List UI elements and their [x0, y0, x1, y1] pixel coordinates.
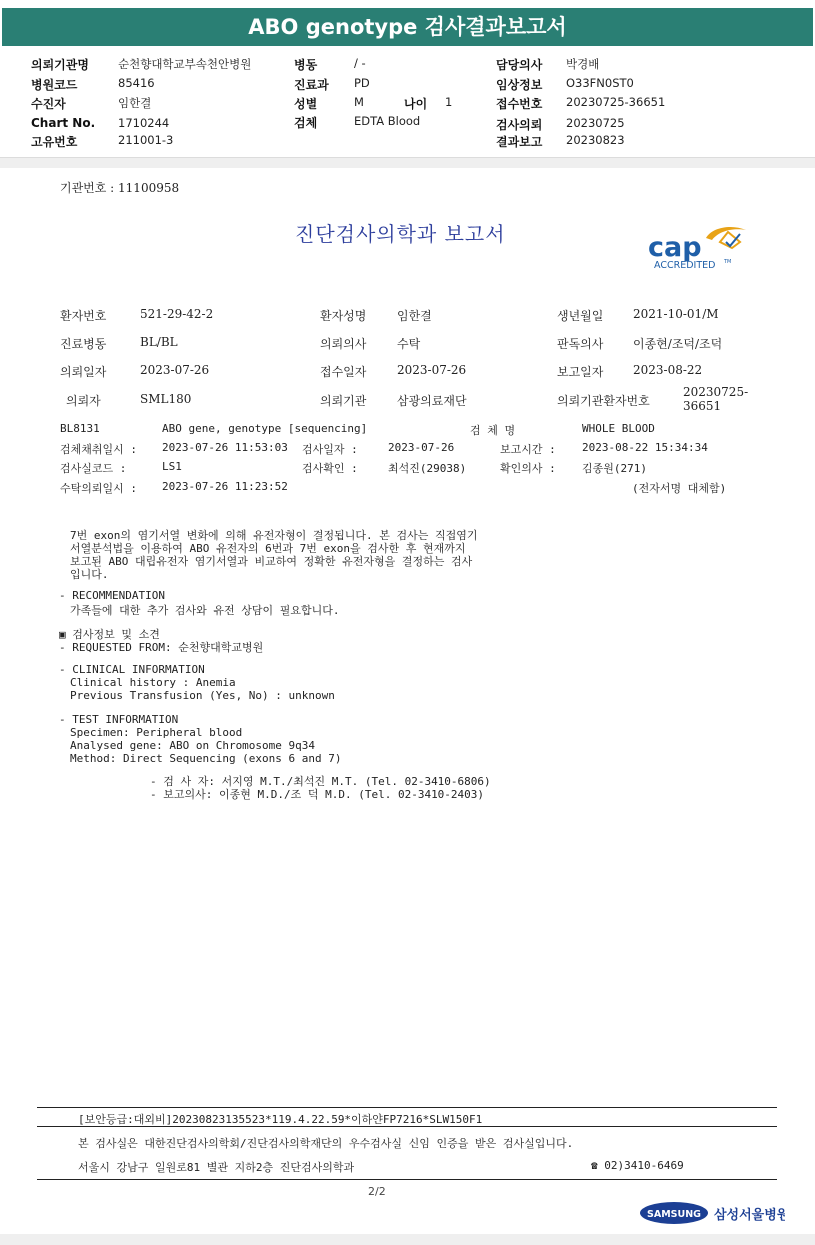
reading-doctor-label: 판독의사 — [557, 337, 604, 351]
samsung-logo-graphic — [640, 1200, 785, 1226]
patient-name-label: 환자성명 — [320, 309, 367, 323]
report-title: 진단검사의학과 보고서 — [295, 222, 506, 246]
specimen-value: EDTA Blood — [354, 114, 421, 128]
institution-patient-no-value-2: 36651 — [683, 399, 722, 413]
header-divider — [0, 157, 815, 168]
requesting-institution-value: 삼광의료재단 — [397, 394, 467, 408]
result-report-value: 20230823 — [566, 133, 625, 147]
cap-accredited-logo — [648, 224, 752, 272]
ward-label: 병동 — [294, 58, 318, 72]
unique-no-value: 211001-3 — [118, 133, 174, 147]
certification-text: 본 검사실은 대한진단검사의학회/진단검사의학재단의 우수검사실 신임 인증을 받은 검사실입니다. — [78, 1137, 574, 1150]
birthdate-value: 2021-10-01/M — [633, 307, 719, 321]
test-info-line-1: Specimen: Peripheral blood — [70, 726, 243, 739]
test-request-label: 검사의뢰 — [496, 118, 543, 132]
requester-value: SML180 — [140, 392, 192, 406]
verifying-doctor-value: 김종원(271) — [582, 462, 647, 475]
unique-no-label: 고유번호 — [31, 135, 78, 149]
specimen-name-value: WHOLE BLOOD — [582, 422, 655, 435]
result-line-3: 보고된 ABO 대립유전자 염기서열과 비교하여 정확한 유전자형을 결정하는 검사 — [70, 555, 473, 568]
ward-label: 진료병동 — [60, 337, 107, 351]
accession-no-value: 20230725-36651 — [566, 95, 666, 109]
requester-label: 의뢰자 — [66, 394, 101, 408]
test-code: BL8131 — [60, 422, 100, 435]
referring-institution-value: 순천향대학교부속천안병원 — [118, 57, 252, 71]
recommendation-text: 가족들에 대한 추가 검사와 유전 상담이 필요합니다. — [70, 604, 340, 617]
institution-number: 기관번호 : 11100958 — [60, 181, 180, 195]
attending-doctor-value: 박경배 — [566, 57, 600, 71]
sex-label: 성별 — [294, 97, 318, 111]
institution-patient-no-value-1: 20230725- — [683, 385, 749, 399]
test-info-title: - TEST INFORMATION — [59, 713, 179, 726]
reading-doctor-value: 이종현/조덕/조덕 — [633, 337, 723, 351]
cap-logo-graphic — [648, 224, 752, 272]
svg-text:ACCREDITED: ACCREDITED — [654, 260, 716, 271]
result-line-1: 7번 exon의 염기서열 변화에 의해 유전자형이 결정됩니다. 본 검사는 직접염기 — [70, 529, 478, 542]
report-banner — [0, 0, 815, 44]
hospital-code-value: 85416 — [118, 76, 155, 90]
staff-line-1: - 검 사 자: 서지영 M.T./최석진 M.T. (Tel. 02-3410-6806) — [150, 775, 491, 788]
report-date-value: 2023-08-22 — [633, 363, 703, 377]
lab-code-value: LS1 — [162, 460, 182, 473]
request-date-value: 2023-07-26 — [140, 363, 210, 377]
receipt-date-label: 접수일자 — [320, 365, 367, 379]
ward-value: BL/BL — [140, 335, 178, 349]
clinical-line-1: Clinical history : Anemia — [70, 676, 236, 689]
footer-top-rule — [37, 1107, 777, 1108]
department-label: 진료과 — [294, 78, 329, 92]
patient-value: 임한결 — [118, 96, 152, 110]
section-heading: ▣ 검사정보 및 소견 — [59, 628, 160, 641]
chart-no-value: 1710244 — [118, 116, 170, 130]
esign-note: (전자서명 대체함) — [632, 482, 727, 495]
result-line-2: 서열분석법을 이용하여 ABO 유전자의 6번과 7번 exon을 검사한 후 현재까지 — [70, 542, 466, 555]
test-date-label: 검사일자 : — [302, 443, 358, 456]
clinical-info-value: O33FN0ST0 — [566, 76, 634, 90]
clinical-info-label: 임상정보 — [496, 78, 543, 92]
collection-time-label: 검체채취일시 : — [60, 443, 138, 456]
chart-no-label: Chart No. — [31, 116, 96, 130]
svg-text:cap: cap — [648, 232, 702, 263]
result-report-label: 결과보고 — [496, 135, 543, 149]
recommendation-title: - RECOMMENDATION — [59, 589, 165, 602]
department-value: PD — [354, 76, 370, 90]
staff-line-2: - 보고의사: 이종현 M.D./조 덕 M.D. (Tel. 02-3410-2403) — [150, 788, 485, 801]
accession-no-label: 접수번호 — [496, 97, 543, 111]
report-time-value: 2023-08-22 15:34:34 — [582, 441, 708, 454]
footer-mid-rule — [37, 1126, 777, 1127]
verifying-doctor-label: 확인의사 : — [500, 462, 556, 475]
banner-title: ABO genotype 검사결과보고서 — [248, 15, 567, 39]
age-label: 나이 — [404, 97, 428, 111]
patient-no-label: 환자번호 — [60, 309, 107, 323]
test-name: ABO gene, genotype [sequencing] — [162, 422, 368, 435]
report-time-label: 보고시간 : — [500, 443, 556, 456]
institution-patient-no-label: 의뢰기관환자번호 — [557, 394, 650, 408]
specimen-label: 검체 — [294, 116, 318, 130]
age-value: 1 — [445, 95, 453, 109]
request-date-label: 의뢰일자 — [60, 365, 107, 379]
specimen-name-label: 검 체 명 — [470, 424, 516, 437]
requesting-doctor-label: 의뢰의사 — [320, 337, 367, 351]
address-text: 서울시 강남구 일원로81 별관 지하2층 진단검사의학과 — [78, 1161, 355, 1174]
footer-bottom-rule — [37, 1179, 777, 1180]
sex-value: M — [354, 95, 364, 109]
requesting-institution-label: 의뢰기관 — [320, 394, 367, 408]
test-request-value: 20230725 — [566, 116, 625, 130]
result-line-4: 입니다. — [70, 568, 109, 581]
patient-label: 수진자 — [31, 97, 66, 111]
report-date-label: 보고일자 — [557, 365, 604, 379]
requesting-doctor-value: 수탁 — [397, 337, 421, 351]
test-verifier-label: 검사확인 : — [302, 462, 358, 475]
collection-time-value: 2023-07-26 11:53:03 — [162, 441, 288, 454]
svg-text:삼성서울병원: 삼성서울병원 — [714, 1208, 785, 1223]
svg-text:SAMSUNG: SAMSUNG — [647, 1209, 701, 1220]
receipt-date-value: 2023-07-26 — [397, 363, 467, 377]
page-number: 2/2 — [368, 1185, 386, 1198]
patient-no-value: 521-29-42-2 — [140, 307, 214, 321]
test-info-line-3: Method: Direct Sequencing (exons 6 and 7) — [70, 752, 342, 765]
test-info-line-2: Analysed gene: ABO on Chromosome 9q34 — [70, 739, 316, 752]
patient-name-value: 임한결 — [397, 309, 432, 323]
test-date-value: 2023-07-26 — [388, 441, 455, 454]
attending-doctor-label: 담당의사 — [496, 58, 543, 72]
bottom-strip — [0, 1234, 815, 1245]
referring-institution-label: 의뢰기관명 — [31, 58, 89, 72]
requested-from: - REQUESTED FROM: 순천향대학교병원 — [59, 641, 264, 654]
security-line: [보안등급:대외비]20230823135523*119.4.22.59*이하얀FP7216*SLW150F1 — [78, 1113, 483, 1126]
clinical-line-2: Previous Transfusion (Yes, No) : unknown — [70, 689, 335, 702]
test-verifier-value: 최석진(29038) — [388, 462, 467, 475]
lab-code-label: 검사실코드 : — [60, 462, 127, 475]
consignment-time-label: 수탁의뢰일시 : — [60, 482, 138, 495]
phone-text: ☎ 02)3410-6469 — [591, 1159, 684, 1172]
birthdate-label: 생년월일 — [557, 309, 604, 323]
samsung-hospital-logo — [640, 1200, 785, 1226]
consignment-time-value: 2023-07-26 11:23:52 — [162, 480, 288, 493]
ward-value: / - — [354, 56, 366, 70]
svg-text:TM: TM — [724, 259, 732, 265]
clinical-info-title: - CLINICAL INFORMATION — [59, 663, 205, 676]
hospital-code-label: 병원코드 — [31, 78, 78, 92]
